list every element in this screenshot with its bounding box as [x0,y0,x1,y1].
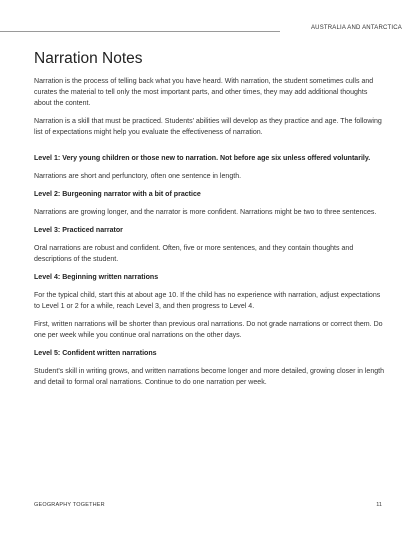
level-1-heading: Level 1: Very young children or those new to narration. Not before age six unless offered voluntarily. [34,155,371,162]
level-5-heading: Level 5: Confident written narrations [34,350,157,357]
header-rule [0,31,280,32]
level-4-text: First, written narrations will be shorter than previous oral narrations. Do not grade narrations or correct them. Do one per week while you continue oral narrations on the other days. [34,321,383,339]
level-3-heading: Level 3: Practiced narrator [34,227,123,234]
level-4-heading: Level 4: Beginning written narrations [34,274,159,281]
page-number: 11 [376,502,382,508]
running-header: AUSTRALIA AND ANTARCTICA [310,25,402,31]
level-2-heading: Level 2: Burgeoning narrator with a bit of practice [34,191,201,198]
level-4-text: For the typical child, start this at about age 10. If the child has no experience with narration, adjust expectations to Level 1 or 2 for a while, reach Level 3, and then progress to Level 4. [34,292,381,310]
level-3-text: Oral narrations are robust and confident. Often, five or more sentences, and they contain thoughts and descriptions of the student. [34,245,354,263]
intro-paragraph: Narration is a skill that must be practiced. Students’ abilities will develop as they practice and age. The following list of expectations might help you evaluate the effectiveness of narration. [34,118,382,136]
page-title: Narration Notes [34,50,143,67]
level-1-text: Narrations are short and perfunctory, often one sentence in length. [34,173,242,180]
page-content [34,50,386,395]
footer-book-title: GEOGRAPHY TOGETHER [34,502,105,508]
level-5-text: Student’s skill in writing grows, and written narrations become longer and more detailed, growing closer in length and detail to formal oral narrations. Continue to do one narration per week. [34,368,385,386]
section-spacer [34,145,386,153]
level-2-text: Narrations are growing longer, and the narrator is more confident. Narrations might be two to three sentences. [34,209,377,216]
intro-paragraph: Narration is the process of telling back what you have heard. With narration, the student sometimes culls and curates the material to tell only the most important parts, and other times, they may add additional thoughts about the content. [34,78,374,107]
